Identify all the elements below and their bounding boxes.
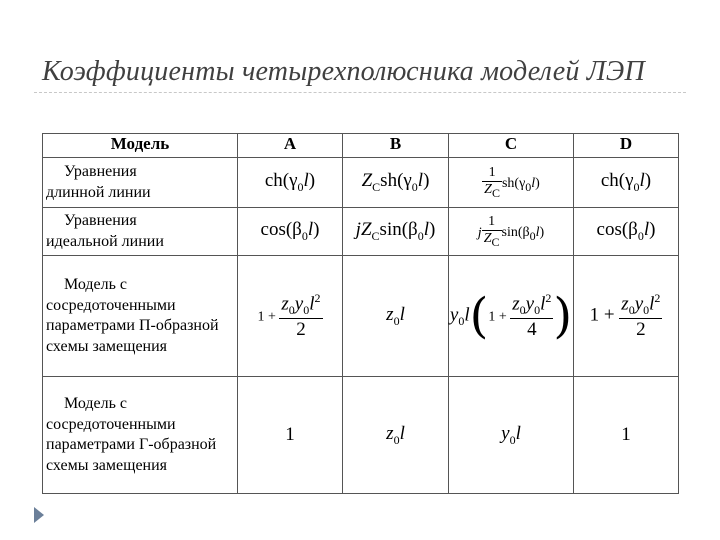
coef-a: 1 + $\frac{z_0y_0l^2}{2}$ <box>238 256 343 377</box>
coef-a: $\cos(\beta_0l)$ <box>238 208 343 256</box>
table-header-row <box>43 134 679 158</box>
table-row <box>43 377 679 494</box>
coef-d: $ch(\gamma_0l)$ <box>574 158 679 208</box>
coef-a: $ch(\gamma_0l)$ <box>238 158 343 208</box>
coefficients-table <box>42 133 679 494</box>
coef-c: $\frac{1}{Z_C}$ $sh(\gamma_0l)$ <box>449 158 574 208</box>
model-label-rest: идеальной линии <box>46 232 164 250</box>
coef-c: j $\frac{1}{Z_C}$ $\sin(\beta_0l)$ <box>449 208 574 256</box>
model-label-first: Модель с <box>64 276 127 293</box>
table-row <box>43 256 679 377</box>
coef-d: 1 <box>574 377 679 494</box>
model-label-first: Уравнения <box>64 212 137 229</box>
header-model: Модель <box>43 134 238 158</box>
title-divider <box>34 92 686 93</box>
coef-b: $z_0l$ <box>343 256 449 377</box>
coef-b: $jZ_C\sin(\beta_0l)$ <box>343 208 449 256</box>
model-cell <box>43 208 238 256</box>
coef-c: $y_0l(1$ + $\frac{z_0y_0l^2}{4}$ ) <box>449 256 574 377</box>
coef-d: 1 + $\frac{z_0y_0l^2}{2}$ <box>574 256 679 377</box>
coef-a: 1 <box>238 377 343 494</box>
model-label-rest: сосредоточенными параметрами Г-образной схемы замещения <box>46 415 217 474</box>
coef-d: $\cos(\beta_0l)$ <box>574 208 679 256</box>
header-d: D <box>574 134 679 158</box>
model-cell <box>43 158 238 208</box>
header-b: B <box>343 134 449 158</box>
header-c: C <box>449 134 574 158</box>
table-row <box>43 208 679 256</box>
model-cell <box>43 377 238 494</box>
model-label-first: Модель с <box>64 395 127 412</box>
model-label-rest: сосредоточенными параметрами П-образной схемы замещения <box>46 296 219 355</box>
model-cell <box>43 256 238 377</box>
coef-b: $Z_Csh(\gamma_0l)$ <box>343 158 449 208</box>
slide-title: Коэффициенты четырехполюсника моделей ЛЭП <box>42 56 645 87</box>
slide-bullet-icon <box>34 507 44 523</box>
coef-c: $y_0l$ <box>449 377 574 494</box>
table-row <box>43 158 679 208</box>
coef-b: $z_0l$ <box>343 377 449 494</box>
model-label-first: Уравнения <box>64 163 137 180</box>
header-a: A <box>238 134 343 158</box>
model-label-rest: длинной линии <box>46 183 151 201</box>
